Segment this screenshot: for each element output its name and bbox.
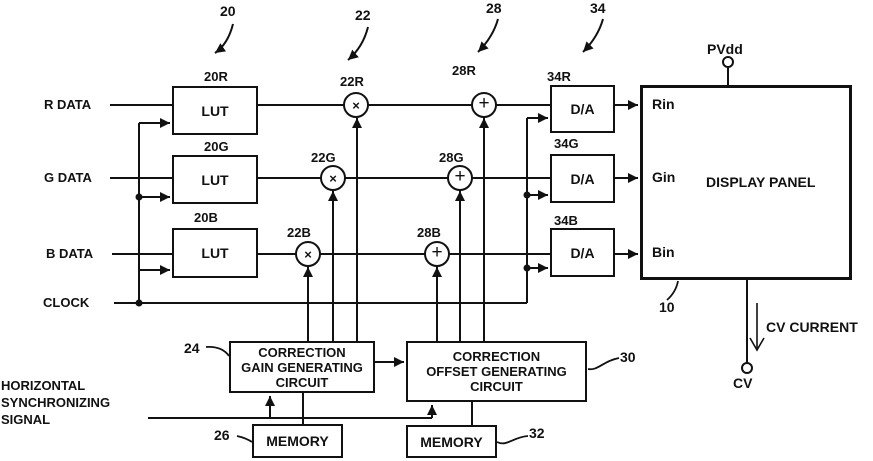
dac-b-box: [550, 228, 615, 277]
ref-24: 24: [184, 340, 200, 356]
ref-20: 20: [220, 3, 236, 19]
multiply-icon: ×: [352, 97, 360, 113]
ref-20b: 20B: [194, 210, 218, 225]
ref-34r: 34R: [547, 69, 571, 84]
ref-20r: 20R: [204, 69, 228, 84]
gain-circuit-line3: CIRCUIT: [275, 374, 329, 390]
adder-g-node: +: [447, 165, 473, 191]
bin-port-label: Bin: [652, 244, 675, 260]
ref-22g: 22G: [311, 150, 336, 165]
pvdd-label: PVdd: [707, 41, 743, 57]
ref-22r: 22R: [340, 74, 364, 89]
ref-34g: 34G: [554, 136, 579, 151]
memory-26-label: MEMORY: [266, 433, 329, 449]
offset-circuit-line1: CORRECTION: [452, 349, 541, 364]
multiply-icon: ×: [304, 246, 312, 262]
dac-r-box: [550, 85, 615, 133]
offset-circuit-box: [406, 341, 587, 402]
multiplier-g-node: [320, 165, 346, 191]
gin-port-label: Gin: [652, 169, 676, 185]
adder-r-node: +: [471, 92, 497, 118]
r-data-label: R DATA: [44, 97, 92, 112]
memory-32-box: [406, 425, 497, 458]
lut-g-label: LUT: [201, 171, 229, 188]
gain-circuit-box: [229, 341, 375, 393]
lut-b-box: [172, 228, 258, 278]
dac-b-label: D/A: [570, 244, 595, 261]
lut-b-label: LUT: [201, 245, 229, 261]
hsync-label-line3: SIGNAL: [1, 412, 51, 427]
ref-30: 30: [620, 349, 636, 365]
clock-label: CLOCK: [43, 295, 90, 310]
b-data-label: B DATA: [46, 246, 94, 261]
multiplier-r-node: [343, 92, 369, 118]
gain-circuit-line2: GAIN GENERATING: [241, 359, 363, 375]
offset-circuit-line2: OFFSET GENERATING: [426, 364, 567, 379]
ref-22: 22: [355, 7, 371, 23]
ref-34b: 34B: [554, 213, 578, 228]
adder-b-node: +: [424, 241, 450, 267]
ref-26: 26: [214, 427, 230, 443]
dac-g-label: D/A: [570, 170, 595, 187]
hsync-label-line1: HORIZONTAL: [1, 378, 86, 393]
ref-28: 28: [486, 0, 502, 16]
ref-28b: 28B: [417, 225, 441, 240]
memory-26-box: [252, 424, 343, 458]
hsync-label-line2: SYNCHRONIZING: [1, 395, 111, 410]
memory-32-label: MEMORY: [420, 433, 483, 450]
multiplier-b-node: [295, 241, 321, 267]
ref-28r: 28R: [452, 63, 476, 78]
rin-port-label: Rin: [652, 96, 675, 112]
dac-g-box: [550, 154, 615, 203]
offset-circuit-line3: CIRCUIT: [470, 379, 523, 394]
ref-22b: 22B: [287, 225, 311, 240]
display-panel-label: DISPLAY PANEL: [706, 174, 816, 190]
cv-label: CV: [733, 375, 753, 391]
cv-current-label: CV CURRENT: [766, 319, 858, 335]
lut-g-box: [172, 155, 258, 204]
ref-10: 10: [659, 299, 675, 315]
gain-circuit-line1: CORRECTION: [258, 344, 346, 360]
multiply-icon: ×: [329, 170, 337, 186]
lut-r-label: LUT: [201, 102, 229, 119]
lut-r-box: [172, 86, 258, 135]
ref-20g: 20G: [204, 139, 229, 154]
g-data-label: G DATA: [44, 170, 92, 185]
ref-28g: 28G: [439, 150, 464, 165]
dac-r-label: D/A: [570, 101, 595, 117]
ref-34: 34: [590, 0, 606, 16]
ref-32: 32: [529, 425, 545, 441]
